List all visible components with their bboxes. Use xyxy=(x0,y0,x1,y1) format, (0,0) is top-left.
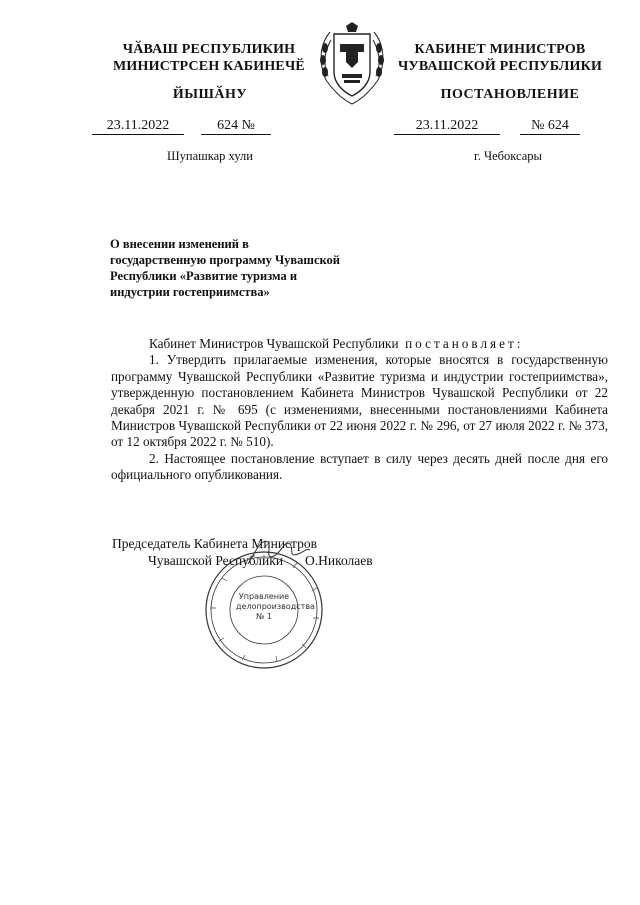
left-number-field xyxy=(201,118,271,135)
right-date: 23.11.2022 xyxy=(394,118,500,135)
signature-title-line2: Чувашской Республики xyxy=(148,553,284,568)
left-date: 23.11.2022 xyxy=(92,118,184,135)
item-2: 2. Настоящее постановление вступает в силу через десять дней после дня его официального опубликования. xyxy=(111,450,608,483)
doctype-left: ЙЫШӐНУ xyxy=(172,87,248,102)
stamp-center-text xyxy=(236,592,315,622)
left-number: 624 № xyxy=(201,118,271,135)
header-right xyxy=(395,41,605,75)
right-number: № 624 xyxy=(520,118,580,135)
doctype-right: ПОСТАНОВЛЕНИЕ xyxy=(440,87,580,102)
intro-paragraph xyxy=(111,336,608,352)
right-date-field xyxy=(394,118,500,135)
header-left-line2: МИНИСТРСЕН КАБИНЕЧӖ xyxy=(113,59,305,74)
stamp-line3: № 1 xyxy=(256,612,272,621)
header-left xyxy=(95,41,323,75)
intro-prefix: Кабинет Министров Чувашской Республики xyxy=(149,336,399,351)
right-place: г. Чебоксары xyxy=(474,149,542,163)
left-date-field xyxy=(92,118,184,135)
header-left-line1: ЧӐВАШ РЕСПУБЛИКИН xyxy=(122,42,296,57)
signature-title-line1: Председатель Кабинета Министров xyxy=(112,536,317,551)
stamp-line2: делопроизводства xyxy=(236,602,315,611)
handwritten-signature xyxy=(244,530,314,570)
header-right-line1: КАБИНЕТ МИНИСТРОВ xyxy=(414,42,586,57)
header-right-line2: ЧУВАШСКОЙ РЕСПУБЛИКИ xyxy=(397,59,603,74)
emblem-icon xyxy=(316,22,388,110)
document-subject: О внесении изменений в государственную программу Чувашской Республики «Развитие туризма и индустрии гостеприимства» xyxy=(110,237,341,299)
signature-name: О.Николаев xyxy=(305,553,373,568)
stamp-line1: Управление xyxy=(238,592,290,601)
left-place: Шупашкар хули xyxy=(167,149,253,163)
document-body xyxy=(111,336,608,484)
intro-verb: постановляет: xyxy=(405,336,524,351)
item-1: 1. Утвердить прилагаемые изменения, которые вносятся в государственную программу Чувашской Республики «Развитие туризма и индустрии гостеприимства», утвержденную постановлением Кабинета Министров Чувашской Республики от 22 декабря 2021 г. № 695 (с изменениями, внесенными постановлениями Кабинета Министров Чувашской Республики от 22 июня 2022 г. № 296, от 27 июля 2022 г. № 373, от 12 октября 2022 г. № 510). xyxy=(111,352,608,450)
right-number-field xyxy=(520,118,580,135)
